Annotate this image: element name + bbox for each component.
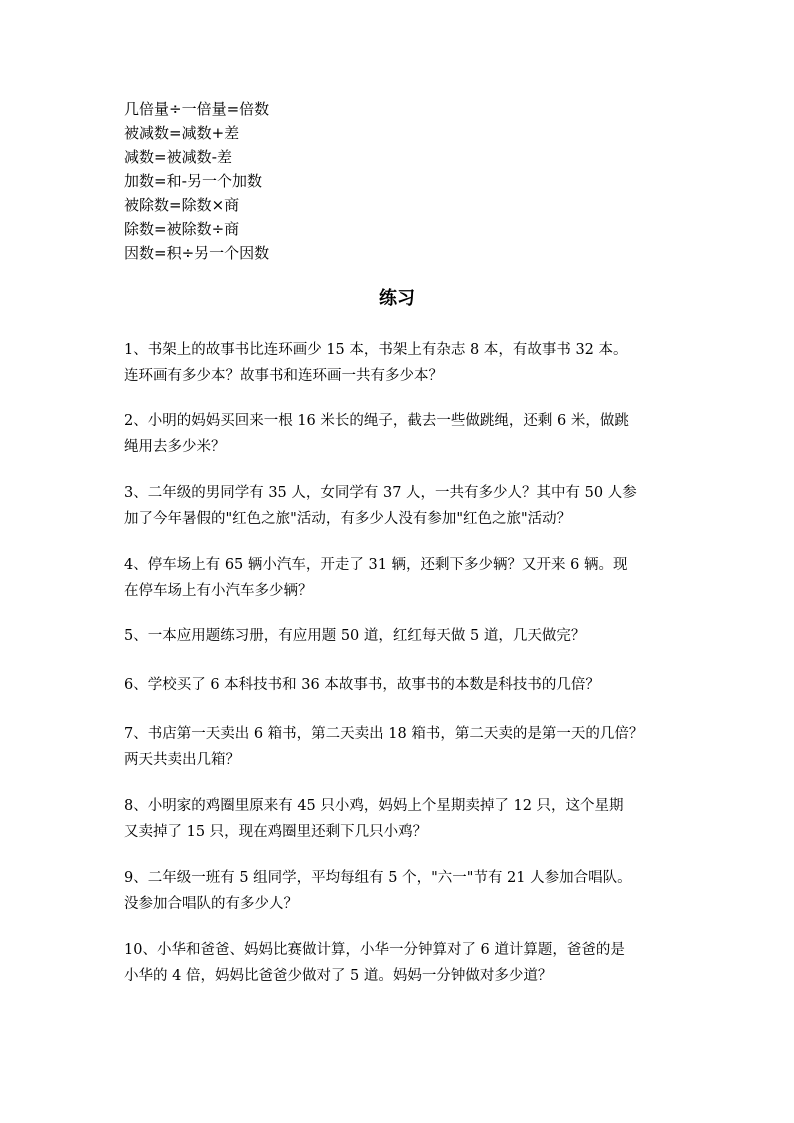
problem-line: 没参加合唱队的有多少人？ bbox=[124, 896, 298, 912]
formula-line: 加数=和-另一个加数 bbox=[124, 172, 262, 190]
problem-line: 5、一本应用题练习册，有应用题 50 道，红红每天做 5 道，几天做完？ bbox=[124, 628, 586, 644]
formula-line: 被除数=除数×商 bbox=[124, 196, 240, 214]
problem-2 bbox=[124, 408, 672, 460]
problem-line: 2、小明的妈妈买回来一根 16 米长的绳子，截去一些做跳绳，还剩 6 米，做跳 bbox=[124, 413, 629, 429]
problem-1 bbox=[124, 337, 672, 389]
problem-9 bbox=[124, 865, 672, 917]
problem-6 bbox=[124, 672, 672, 698]
problem-line: 7、书店第一天卖出 6 箱书，第二天卖出 18 箱书，第二天卖的是第一天的几倍？ bbox=[124, 726, 644, 742]
problem-line: 连环画有多少本？故事书和连环画一共有多少本？ bbox=[124, 368, 443, 384]
problem-3 bbox=[124, 480, 672, 532]
problem-4 bbox=[124, 552, 672, 604]
problem-line: 小华的 4 倍，妈妈比爸爸少做对了 5 道。妈妈一分钟做对多少道？ bbox=[124, 968, 553, 984]
problem-line: 1、书架上的故事书比连环画少 15 本，书架上有杂志 8 本，有故事书 32 本。 bbox=[124, 342, 628, 358]
formula-line: 几倍量÷一倍量=倍数 bbox=[124, 100, 270, 118]
problem-8 bbox=[124, 793, 672, 845]
problem-line: 6、学校买了 6 本科技书和 36 本故事书，故事书的本数是科技书的几倍？ bbox=[124, 677, 600, 693]
formula-line: 除数=被除数÷商 bbox=[124, 220, 240, 238]
problem-line: 9、二年级一班有 5 组同学，平均每组有 5 个，"六一"节有 21 人参加合唱队。 bbox=[124, 870, 632, 886]
section-title: 练习 bbox=[379, 288, 415, 309]
problem-line: 4、停车场上有 65 辆小汽车，开走了 31 辆，还剩下多少辆？又开来 6 辆。现 bbox=[124, 557, 628, 573]
problem-line: 绳用去多少米？ bbox=[124, 439, 226, 455]
problem-7 bbox=[124, 721, 672, 773]
problem-5 bbox=[124, 623, 672, 649]
problem-line: 8、小明家的鸡圈里原来有 45 只小鸡，妈妈上个星期卖掉了 12 只，这个星期 bbox=[124, 798, 624, 814]
problem-line: 3、二年级的男同学有 35 人，女同学有 37 人，一共有多少人？其中有 50 人参 bbox=[124, 485, 637, 501]
problem-line: 加了今年暑假的"红色之旅"活动，有多少人没有参加"红色之旅"活动？ bbox=[124, 511, 572, 527]
formula-line: 减数=被减数-差 bbox=[124, 148, 232, 166]
formula-line: 因数=积÷另一个因数 bbox=[124, 244, 270, 262]
problem-line: 在停车场上有小汽车多少辆？ bbox=[124, 583, 313, 599]
problem-10 bbox=[124, 937, 672, 989]
problem-line: 两天共卖出几箱？ bbox=[124, 752, 240, 768]
problem-line: 10、小华和爸爸、妈妈比赛做计算，小华一分钟算对了 6 道计算题，爸爸的是 bbox=[124, 942, 625, 958]
formula-list bbox=[124, 97, 684, 265]
problem-line: 又卖掉了 15 只，现在鸡圈里还剩下几只小鸡？ bbox=[124, 824, 428, 840]
formula-line: 被减数=减数+差 bbox=[124, 124, 240, 142]
